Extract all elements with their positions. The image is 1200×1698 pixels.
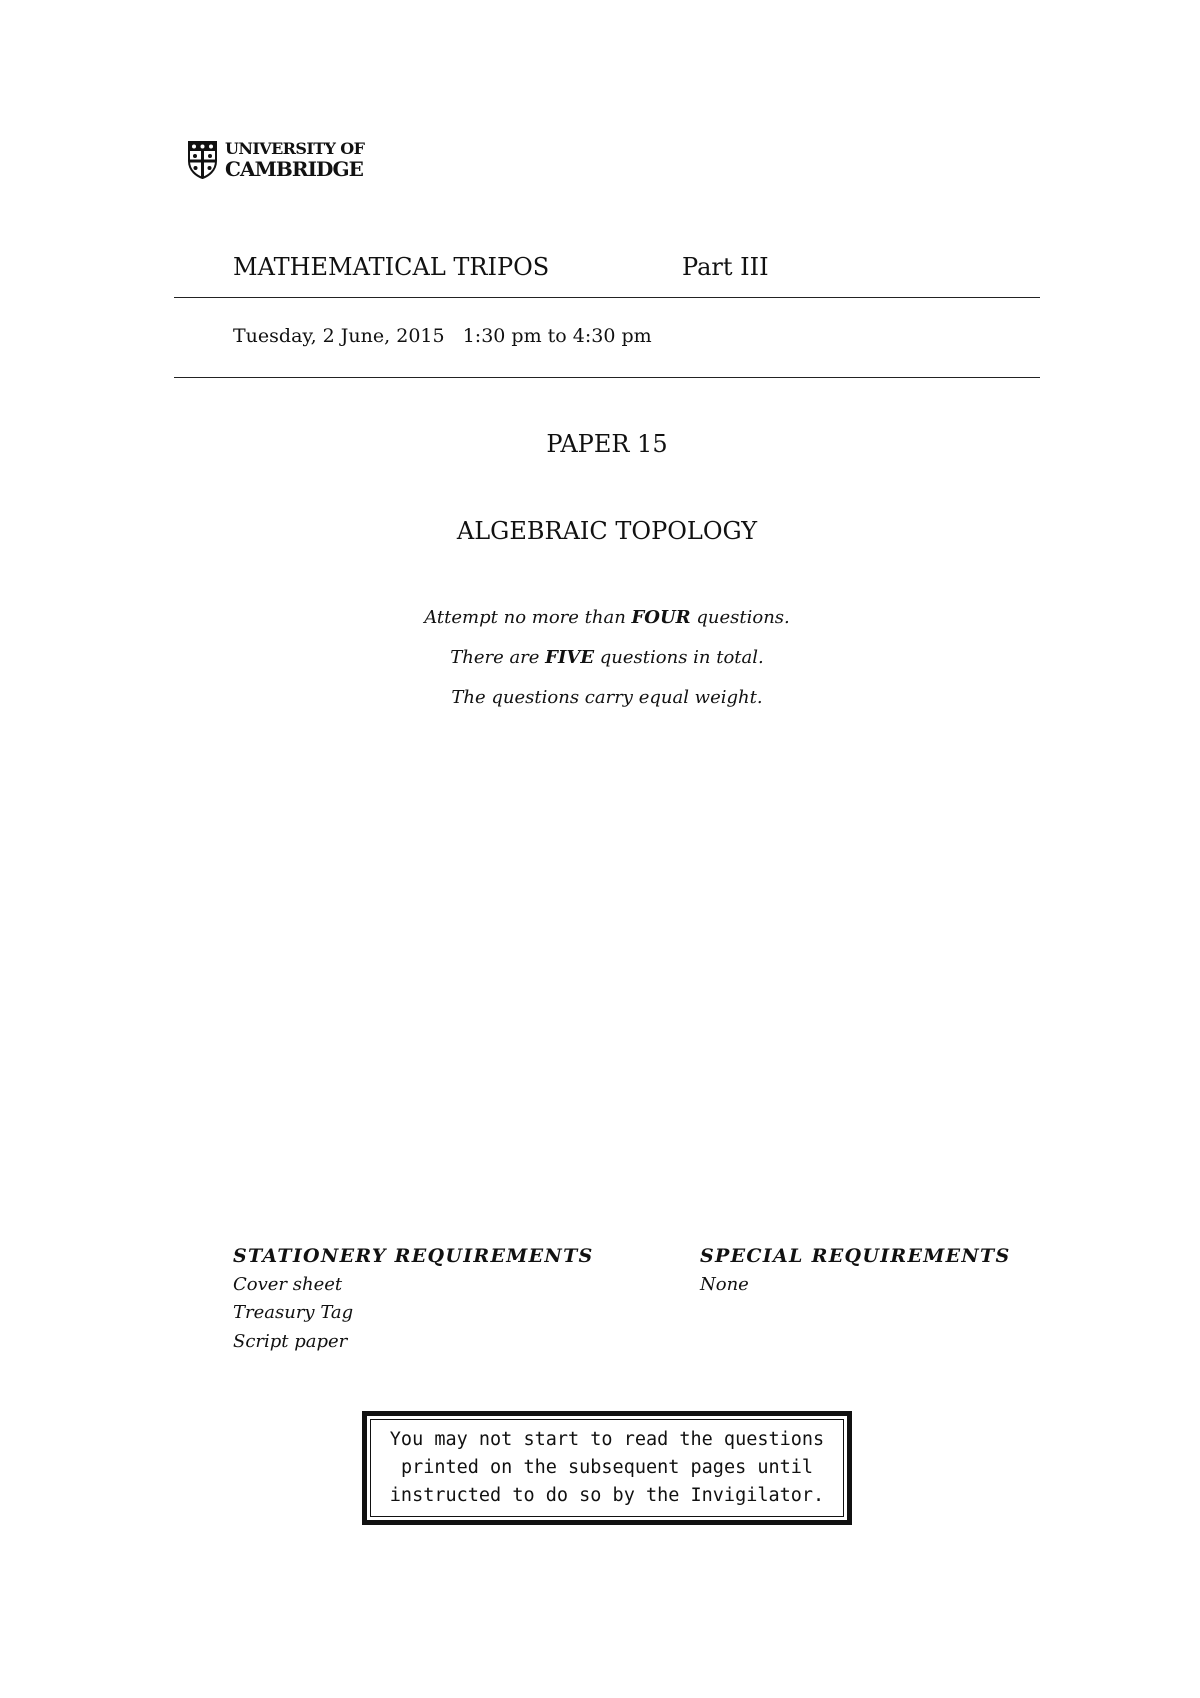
stationery-item: Cover sheet xyxy=(233,1274,343,1295)
instruction-2-bold: FIVE xyxy=(545,647,595,668)
invigilator-notice-box xyxy=(362,1411,852,1525)
instruction-1-pre: Attempt no more than xyxy=(424,607,632,628)
instruction-1-post: questions. xyxy=(690,607,790,628)
notice-line: You may not start to read the questions xyxy=(389,1429,825,1450)
special-item: None xyxy=(700,1274,749,1295)
invigilator-notice-inner xyxy=(370,1419,844,1517)
stationery-item: Treasury Tag xyxy=(233,1302,354,1323)
exam-part: Part III xyxy=(682,253,769,281)
university-logo xyxy=(188,139,368,181)
logo-line-2: CAMBRIDGE xyxy=(225,157,364,181)
instruction-weight: The questions carry equal weight. xyxy=(451,687,763,708)
instruction-attempt xyxy=(174,607,1040,628)
notice-line: instructed to do so by the Invigilator. xyxy=(389,1485,825,1506)
instruction-2-post: questions in total. xyxy=(594,647,764,668)
exam-datetime xyxy=(233,325,652,347)
exam-time: 1:30 pm to 4:30 pm xyxy=(462,325,652,347)
instruction-2-pre: There are xyxy=(450,647,546,668)
header-rule-top xyxy=(174,297,1040,298)
special-heading: SPECIAL REQUIREMENTS xyxy=(700,1245,1011,1267)
header-rule-bottom xyxy=(174,377,1040,378)
instruction-total xyxy=(174,647,1040,668)
instruction-1-bold: FOUR xyxy=(631,607,691,628)
cambridge-crest-icon xyxy=(188,141,217,179)
university-wordmark xyxy=(225,139,364,179)
paper-subject: ALGEBRAIC TOPOLOGY xyxy=(456,517,758,545)
stationery-heading: STATIONERY REQUIREMENTS xyxy=(233,1245,594,1267)
notice-line: printed on the subsequent pages until xyxy=(400,1457,814,1478)
paper-number: PAPER 15 xyxy=(546,430,668,458)
exam-date: Tuesday, 2 June, 2015 xyxy=(233,325,445,347)
exam-title: MATHEMATICAL TRIPOS xyxy=(233,253,550,281)
logo-line-1: UNIVERSITY OF xyxy=(225,139,365,158)
stationery-item: Script paper xyxy=(233,1331,348,1352)
